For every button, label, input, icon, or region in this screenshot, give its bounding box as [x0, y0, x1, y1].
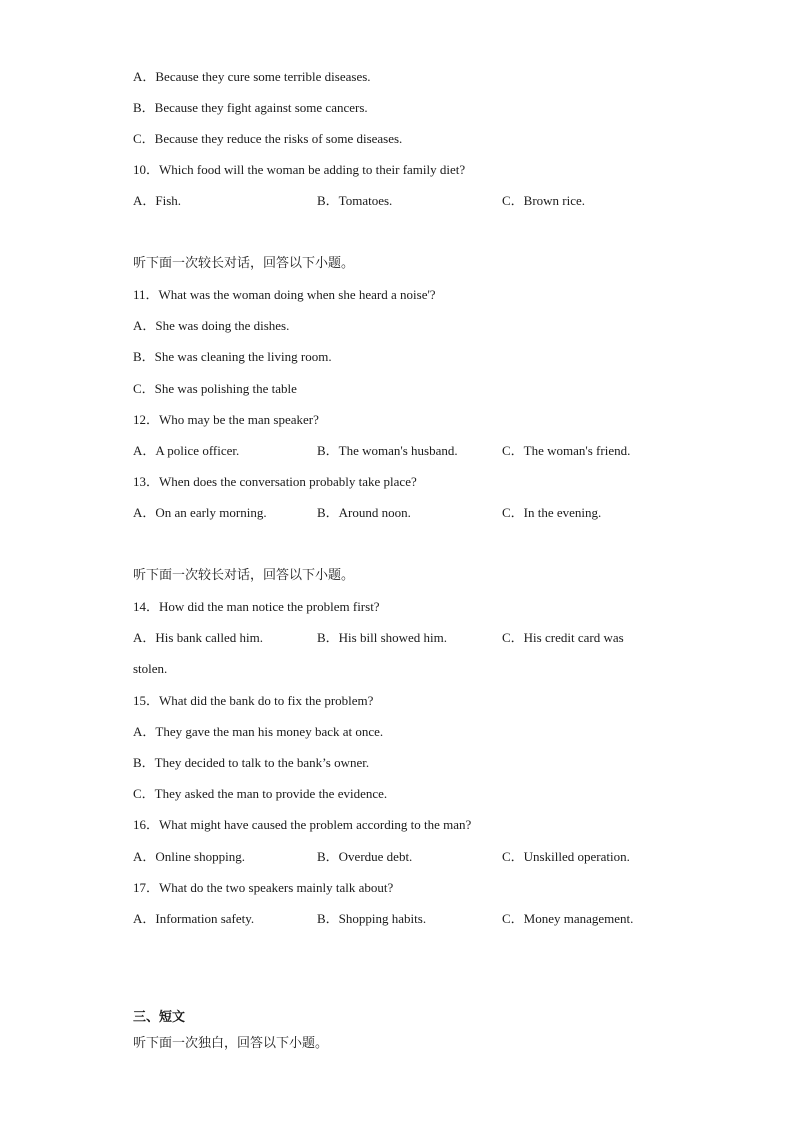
- section-intro: 听下面一次独白，回答以下小题。: [133, 1036, 329, 1051]
- q10-text: 10．Which food will the woman be adding to their family diet?: [133, 162, 466, 177]
- q13-option-c: C．In the evening.: [502, 505, 602, 520]
- q14-text: 14．How did the man notice the problem first?: [133, 599, 380, 614]
- section-heading: 三、短文: [133, 1010, 186, 1025]
- q16-option-a: A．Online shopping.: [133, 849, 245, 864]
- q9-option-a: A．Because they cure some terrible diseases.: [133, 69, 371, 84]
- section-intro: 听下面一次较长对话，回答以下小题。: [133, 568, 355, 583]
- q11-text: 11．What was the woman doing when she heard a noise'?: [133, 287, 436, 302]
- q14-option-c-continued: stolen.: [133, 661, 168, 676]
- q9-option-c: C．Because they reduce the risks of some diseases.: [133, 131, 403, 146]
- q14-option-a: A．His bank called him.: [133, 630, 263, 645]
- section-intro: 听下面一次较长对话，回答以下小题。: [133, 256, 355, 271]
- q14-option-c: C．His credit card was: [502, 630, 624, 645]
- q9-option-b: B．Because they fight against some cancers.: [133, 100, 368, 115]
- q12-option-c: C．The woman's friend.: [502, 443, 631, 458]
- q16-text: 16．What might have caused the problem according to the man?: [133, 817, 472, 832]
- q16-option-c: C．Unskilled operation.: [502, 849, 630, 864]
- q11-option-a: A．She was doing the dishes.: [133, 318, 290, 333]
- q15-text: 15．What did the bank do to fix the problem?: [133, 693, 374, 708]
- q15-option-b: B．They decided to talk to the bank’s owner.: [133, 755, 370, 770]
- q11-option-c: C．She was polishing the table: [133, 381, 297, 396]
- q13-text: 13．When does the conversation probably take place?: [133, 474, 417, 489]
- q12-text: 12．Who may be the man speaker?: [133, 412, 319, 427]
- q15-option-a: A．They gave the man his money back at once.: [133, 724, 384, 739]
- q12-option-a: A．A police officer.: [133, 443, 240, 458]
- q17-text: 17．What do the two speakers mainly talk about?: [133, 880, 394, 895]
- q15-option-c: C．They asked the man to provide the evidence.: [133, 786, 388, 801]
- q10-option-b: B．Tomatoes.: [317, 193, 393, 208]
- q10-option-c: C．Brown rice.: [502, 193, 586, 208]
- q17-option-a: A．Information safety.: [133, 911, 255, 926]
- q17-option-b: B．Shopping habits.: [317, 911, 427, 926]
- q10-option-a: A．Fish.: [133, 193, 182, 208]
- q13-option-a: A．On an early morning.: [133, 505, 267, 520]
- q13-option-b: B．Around noon.: [317, 505, 411, 520]
- q17-option-c: C．Money management.: [502, 911, 634, 926]
- q11-option-b: B．She was cleaning the living room.: [133, 349, 332, 364]
- q16-option-b: B．Overdue debt.: [317, 849, 413, 864]
- q12-option-b: B．The woman's husband.: [317, 443, 458, 458]
- q14-option-b: B．His bill showed him.: [317, 630, 448, 645]
